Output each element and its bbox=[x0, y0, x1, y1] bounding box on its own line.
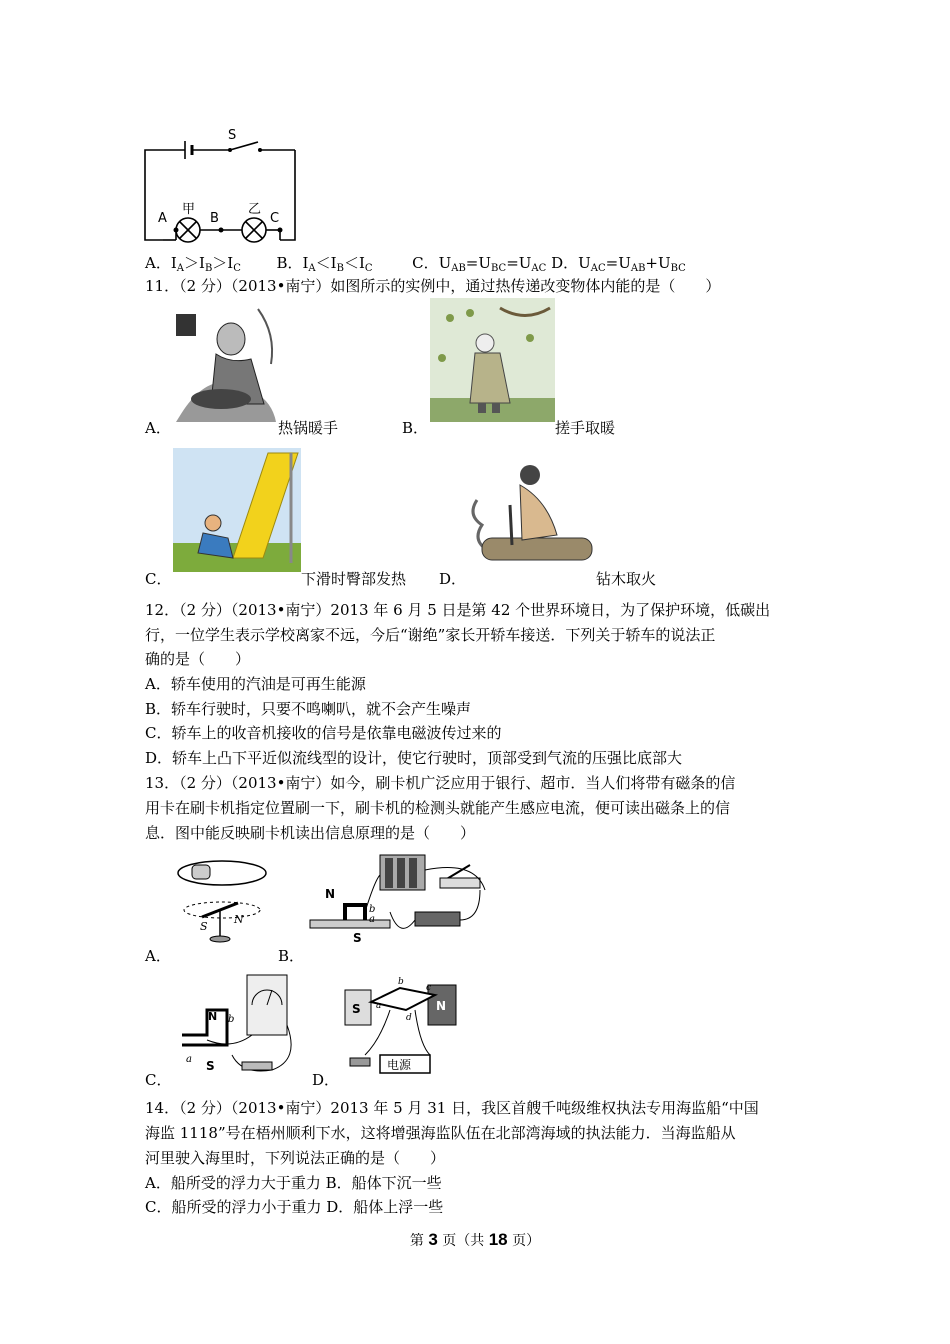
q14-line-2: 海监 1118”号在梧州顺利下水，这将增强海监队伍在北部湾海域的执法能力．当海监船从 bbox=[145, 1124, 736, 1142]
q10-option-b: B．$I_A<I_B<I_C$ bbox=[276, 254, 373, 274]
q13-fig-d-a: a bbox=[376, 1001, 382, 1011]
q14-line-3: 河里驶入海里时，下列说法正确的是（ ） bbox=[145, 1149, 446, 1167]
q14-options-ab: A．船所受的浮力大于重力 B．船体下沉一些 bbox=[145, 1174, 442, 1192]
q11-figure-c bbox=[173, 448, 301, 572]
q13-fig-a-s: S bbox=[200, 920, 208, 933]
q13-fig-d-s: S bbox=[352, 1002, 361, 1016]
q11-option-d-text: 钻木取火 bbox=[596, 570, 657, 588]
page-footer: 第 3 页（共 18 页） bbox=[409, 1230, 541, 1249]
q11-option-d-letter: D． bbox=[439, 570, 467, 588]
q13-option-a-letter: A． bbox=[145, 947, 171, 965]
q13-fig-a-n: N bbox=[234, 913, 244, 926]
page-total: 18 bbox=[488, 1230, 508, 1249]
q12-line-1: 12．（2 分）（2013•南宁）2013 年 6 月 5 日是第 42 个世界环境日，为了保护环境，低碳出 bbox=[145, 601, 771, 619]
q10-option-a: A．$I_A>I_B>I_C$ bbox=[145, 254, 241, 274]
lamp-a-label: 甲 bbox=[182, 202, 196, 217]
q11-stem: 11．（2 分）（2013•南宁）如图所示的实例中，通过热传递改变物体内能的是（ ） bbox=[145, 277, 721, 295]
q11-option-c-letter: C． bbox=[145, 570, 172, 588]
point-c-label: C bbox=[270, 211, 280, 226]
q12-option-d: D．轿车上凸下平近似流线型的设计，使它行驶时，顶部受到气流的压强比底部大 bbox=[145, 749, 683, 767]
q11-figure-d bbox=[462, 460, 597, 572]
q11-figure-b bbox=[430, 298, 555, 422]
q13-fig-d-b: b bbox=[398, 977, 404, 987]
q13-fig-b-a: a bbox=[369, 914, 375, 925]
q13-line-2: 用卡在刷卡机指定位置刷一下，刷卡机的检测头就能产生感应电流，便可读出磁条上的信 bbox=[145, 799, 731, 817]
q12-option-a: A．轿车使用的汽油是可再生能源 bbox=[145, 675, 366, 693]
q11-option-a-letter: A． bbox=[145, 419, 171, 437]
q13-fig-b-n: N bbox=[325, 887, 336, 901]
q13-fig-b-b: b bbox=[369, 904, 376, 915]
lamp-b-label: 乙 bbox=[248, 202, 262, 217]
q13-fig-d-d: d bbox=[406, 1013, 412, 1023]
q13-line-1: 13．（2 分）（2013•南宁）如今，刷卡机广泛应用于银行、超市．当人们将带有磁条的信 bbox=[145, 774, 736, 792]
q12-option-b: B．轿车行驶时，只要不鸣喇叭，就不会产生噪声 bbox=[145, 700, 472, 718]
q13-fig-c-a: a bbox=[186, 1054, 192, 1065]
q11-figure-a bbox=[176, 304, 278, 422]
q13-line-3: 息．图中能反映刷卡机读出信息原理的是（ ） bbox=[145, 824, 476, 842]
q13-figure-d bbox=[340, 970, 462, 1080]
point-b-label: B bbox=[210, 211, 219, 226]
q13-fig-c-b: b bbox=[228, 1014, 235, 1025]
q11-option-b-letter: B． bbox=[402, 419, 429, 437]
q11-option-b-text: 搓手取暖 bbox=[555, 419, 616, 437]
q13-figure-a bbox=[172, 855, 272, 955]
q13-option-b-letter: B． bbox=[278, 947, 305, 965]
q10-option-d: D．$U_{AC}=U_{AB}+U_{BC}$ bbox=[551, 254, 686, 274]
q13-fig-c-n: N bbox=[208, 1010, 218, 1023]
q13-option-d-letter: D． bbox=[312, 1071, 340, 1089]
q13-figure-c bbox=[172, 970, 300, 1080]
q12-line-2: 行，一位学生表示学校离家不远，今后“谢绝”家长开轿车接送．下列关于轿车的说法正 bbox=[145, 626, 716, 644]
q13-option-c-letter: C． bbox=[145, 1071, 172, 1089]
q12-line-3: 确的是（ ） bbox=[145, 650, 251, 668]
q13-fig-c-s: S bbox=[206, 1059, 215, 1073]
switch-label: S bbox=[228, 128, 237, 143]
q13-fig-b-s: S bbox=[353, 931, 362, 944]
q13-fig-d-n: N bbox=[436, 999, 447, 1013]
circuit-diagram bbox=[140, 125, 305, 245]
q14-line-1: 14．（2 分）（2013•南宁）2013 年 5 月 31 日，我区首艘千吨级维权执法专用海监船“中国 bbox=[145, 1099, 759, 1117]
q13-fig-d-c: c bbox=[426, 983, 432, 993]
q12-option-c: C．轿车上的收音机接收的信号是依靠电磁波传过来的 bbox=[145, 724, 502, 742]
page-number: 3 bbox=[428, 1230, 438, 1249]
q13-fig-d-power-label: 电源 bbox=[387, 1058, 412, 1072]
q10-option-c: C．$U_{AB}=U_{BC}=U_{AC}$ bbox=[412, 254, 547, 274]
point-a-label: A bbox=[158, 211, 167, 226]
q14-options-cd: C．船所受的浮力小于重力 D．船体上浮一些 bbox=[145, 1198, 444, 1216]
q13-figure-b bbox=[305, 850, 487, 944]
q11-option-c-text: 下滑时臀部发热 bbox=[301, 570, 407, 588]
q11-option-a-text: 热锅暖手 bbox=[278, 419, 339, 437]
